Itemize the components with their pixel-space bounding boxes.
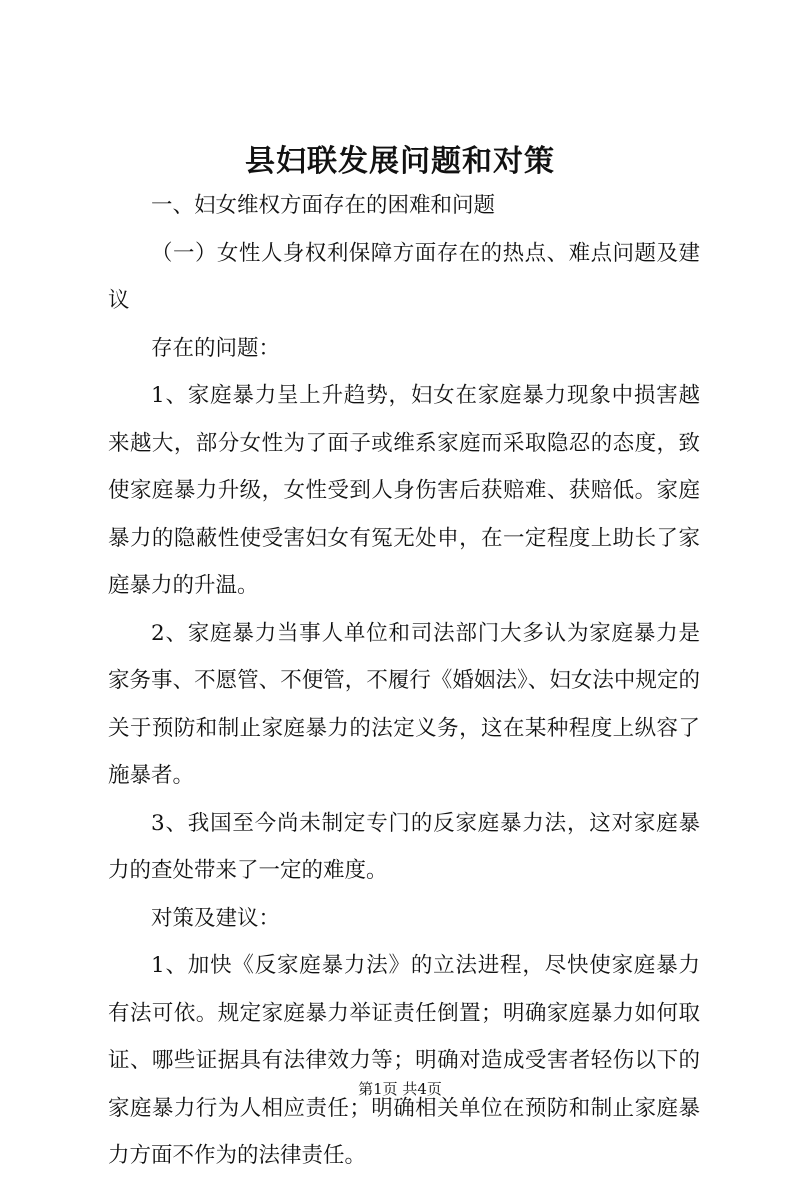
problem-paragraph-2: 2、家庭暴力当事人单位和司法部门大多认为家庭暴力是家务事、不愿管、不便管，不履行《婚姻法》、妇女法中规定的关于预防和制止家庭暴力的法定义务，这在某种程度上纵容了施暴者。 <box>108 620 700 788</box>
document-body <box>108 182 700 1180</box>
problems-heading: 存在的问题： <box>151 335 281 361</box>
subsection-heading: （一）女性人身权利保障方面存在的热点、难点问题及建议 <box>108 240 700 313</box>
page-footer: 第1页 共4页 <box>358 1080 442 1098</box>
section-heading: 一、妇女维权方面存在的困难和问题 <box>151 193 496 218</box>
suggestion-paragraph-1: 1、加快《反家庭暴力法》的立法进程，尽快使家庭暴力有法可依。规定家庭暴力举证责任倒置；明确家庭暴力如何取证、哪些证据具有法律效力等；明确对造成受害者轻伤以下的家庭暴力行为人相应责任；明确相关单位在预防和制止家庭暴力方面不作为的法律责任。 <box>108 953 700 1168</box>
problem-paragraph-1: 1、家庭暴力呈上升趋势，妇女在家庭暴力现象中损害越来越大，部分女性为了面子或维系家庭而采取隐忍的态度，致使家庭暴力升级，女性受到人身伤害后获赔难、获赔低。家庭暴力的隐蔽性使受害妇女有冤无处申，在一定程度上助长了家庭暴力的升温。 <box>108 383 700 598</box>
suggestions-heading: 对策及建议： <box>151 905 281 931</box>
problem-paragraph-3: 3、我国至今尚未制定专门的反家庭暴力法，这对家庭暴力的查处带来了一定的难度。 <box>108 810 700 883</box>
document-title: 县妇联发展问题和对策 <box>245 144 555 179</box>
